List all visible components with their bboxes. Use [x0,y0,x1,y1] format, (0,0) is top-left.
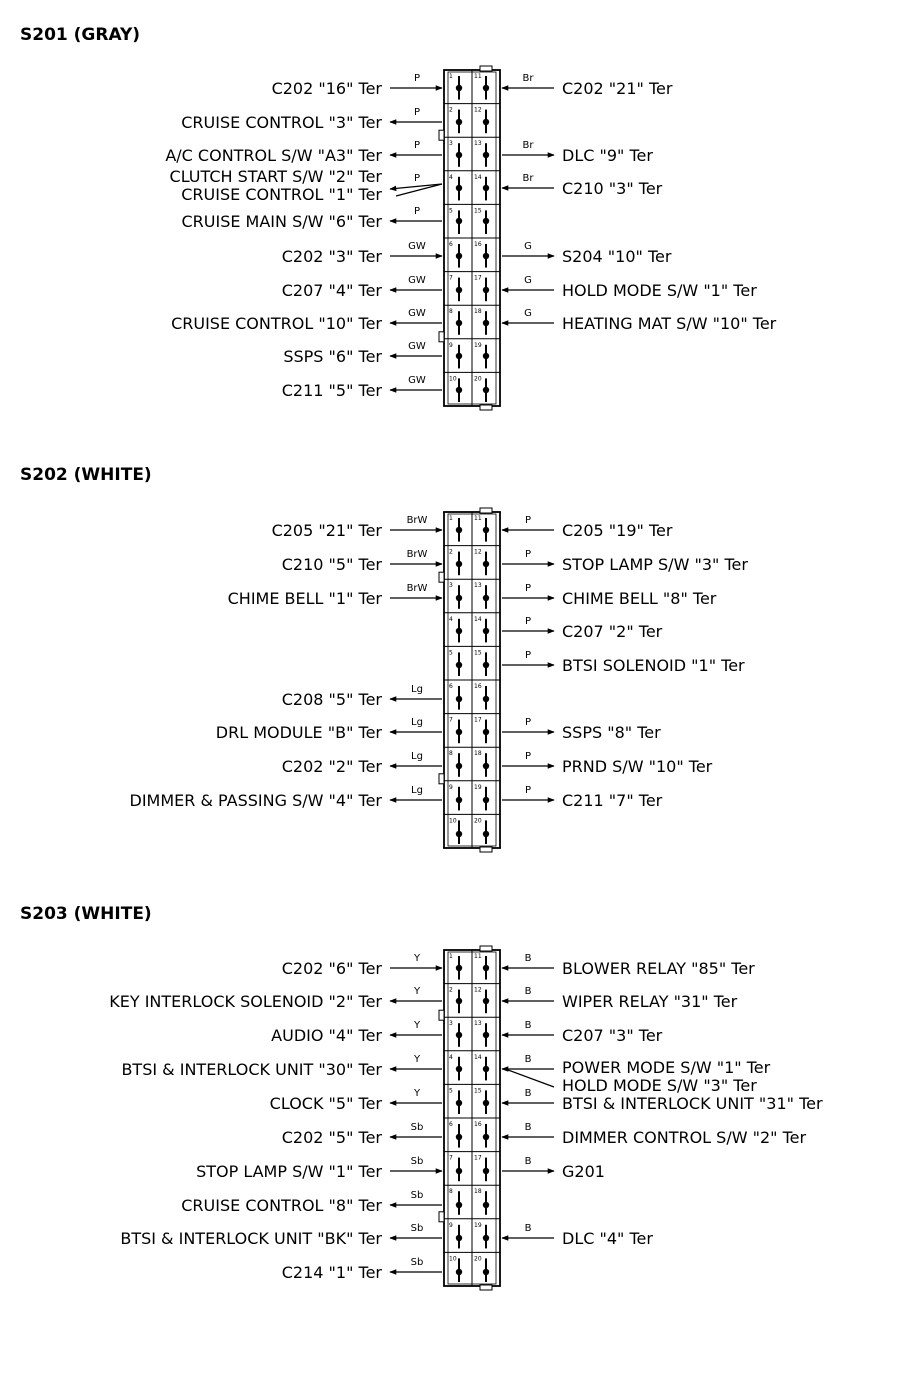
cavity-number: 9 [449,783,453,791]
left-connection [272,73,442,98]
terminal-label: C202 "3" Ter [281,247,382,266]
cavity-number: 16 [474,241,482,248]
wire-color: B [524,1088,532,1099]
left-connection [165,140,442,165]
connector-bottom-tab [480,405,492,410]
cavity-number: 1 [449,515,453,522]
terminal-pin [456,965,462,971]
right-connection [502,1020,663,1045]
left-connection [228,583,442,608]
cavity-number: 10 [449,375,457,383]
cavity-number: 8 [449,308,453,316]
terminal-label: C202 "2" Ter [281,757,382,776]
cavity-number: 5 [449,649,453,657]
cavity-number: 8 [449,750,453,758]
connector-side-key [439,332,444,342]
terminal-label: DRL MODULE "B" Ter [215,723,382,742]
terminal-pin [456,1168,462,1174]
terminal-pin [456,1202,462,1208]
cavity-number: 18 [474,1188,482,1196]
right-connection [502,583,717,608]
right-connection [502,308,777,333]
wire-color: Lg [411,717,423,728]
cavity-number: 17 [474,1154,482,1162]
terminal-label: CRUISE CONTROL "1" Ter [181,185,382,204]
cavity-number: 19 [474,341,482,349]
connector-s203 [439,946,500,1290]
terminal-label: C207 "3" Ter [562,1026,663,1045]
terminal-pin [456,1269,462,1275]
splice-title: S201 (GRAY) [20,25,141,45]
terminal-label: KEY INTERLOCK SOLENOID "2" Ter [109,992,382,1011]
cavity-number: 18 [474,750,482,758]
left-connection [282,549,442,574]
cavity-number: 4 [449,1053,453,1061]
wire-color: GW [408,241,426,252]
terminal-pin [483,85,489,91]
wire-color: GW [408,275,426,286]
wire-color: Sb [410,1190,424,1201]
wire-color: Br [522,140,534,151]
cavity-number: 12 [474,986,482,994]
cavity-number: 6 [449,683,453,690]
cavity-number: 2 [449,548,453,556]
right-wires-s201 [502,73,777,333]
cavity-number: 10 [449,1255,457,1263]
left-connection [282,241,442,266]
left-connection [109,986,442,1011]
right-connection [502,717,661,742]
wire-branch [508,1070,554,1087]
right-connection [502,616,663,641]
cavity-number: 3 [449,1020,453,1028]
right-wires-s202 [502,515,748,810]
wire-color: P [413,140,421,151]
cavity-number: 5 [449,207,453,215]
wire-color: P [524,751,532,762]
terminal-label: A/C CONTROL S/W "A3" Ter [165,146,382,165]
left-connection [181,1190,442,1215]
terminal-label: C205 "19" Ter [562,521,673,540]
right-connection [502,785,663,810]
splice-s202 [20,465,748,852]
right-connection [502,1223,653,1248]
wire-color: P [413,173,421,184]
cavity-number: 13 [474,582,482,590]
terminal-label: CRUISE CONTROL "3" Ter [181,113,382,132]
wire-color: Sb [410,1156,424,1167]
connector-side-key [439,1212,444,1222]
wire-color: Lg [411,785,423,796]
terminal-label: PRND S/W "10" Ter [562,757,713,776]
terminal-pin [456,287,462,293]
cavity-number: 1 [449,73,453,80]
left-connection [282,953,442,978]
terminal-label: DIMMER & PASSING S/W "4" Ter [129,791,382,810]
connector-bottom-tab [480,1285,492,1290]
left-connection [181,206,442,231]
left-connection [120,1223,442,1248]
wire-color: B [524,986,532,997]
left-wires-s203 [109,953,442,1282]
connector-s201 [439,66,500,410]
terminal-label: STOP LAMP S/W "3" Ter [562,555,748,574]
wire-color: Y [413,1020,421,1031]
wire-color: Y [413,953,421,964]
left-connection [271,1020,442,1045]
terminal-pin [483,119,489,125]
terminal-label: C207 "4" Ter [281,281,382,300]
wire-color: BrW [406,549,428,560]
terminal-pin [483,1168,489,1174]
terminal-pin [456,797,462,803]
terminal-label: C210 "3" Ter [562,179,663,198]
cavity-number: 20 [474,375,482,383]
left-connection [282,1122,442,1147]
connector-top-tab [480,66,492,71]
terminal-pin [456,85,462,91]
wire-color: B [524,1122,532,1133]
right-connection [502,1122,807,1147]
terminal-label: CRUISE MAIN S/W "6" Ter [181,212,382,231]
splice-title: S202 (WHITE) [20,465,152,485]
terminal-label: C210 "5" Ter [281,555,382,574]
connector-side-key [439,130,444,140]
cavity-number: 14 [474,173,482,181]
terminal-pin [456,998,462,1004]
left-connection [181,107,442,132]
wire-color: G [524,275,532,286]
right-connection [502,140,653,165]
terminal-pin [456,561,462,567]
terminal-pin [483,185,489,191]
terminal-label: C207 "2" Ter [562,622,663,641]
terminal-pin [456,218,462,224]
terminal-pin [456,527,462,533]
terminal-pin [456,729,462,735]
cavity-number: 15 [474,207,482,215]
terminal-label: CLUTCH START S/W "2" Ter [169,167,382,186]
left-connection [170,167,442,204]
connector-s202 [439,508,500,852]
cavity-number: 14 [474,615,482,623]
terminal-label: CRUISE CONTROL "8" Ter [181,1196,382,1215]
cavity-number: 11 [474,515,482,522]
right-connection [502,650,745,675]
terminal-pin [483,831,489,837]
wire-color: Sb [410,1122,424,1133]
left-connection [270,1088,442,1113]
wire-color: Lg [411,684,423,695]
wire-color: Y [413,1054,421,1065]
wire-color: B [524,1054,532,1065]
right-connection [502,515,673,540]
wire-color: Sb [410,1257,424,1268]
wire-color: GW [408,341,426,352]
wire-color: P [524,650,532,661]
terminal-label: CHIME BELL "8" Ter [562,589,717,608]
connector-side-key [439,572,444,582]
wire-color: BrW [406,583,428,594]
terminal-pin [456,1134,462,1140]
left-wires-s202 [130,515,443,810]
cavity-number: 13 [474,140,482,148]
cavity-number: 9 [449,341,453,349]
cavity-number: 8 [449,1188,453,1196]
terminal-label: C211 "7" Ter [562,791,663,810]
terminal-pin [483,763,489,769]
wire-color: Y [413,1088,421,1099]
terminal-pin [456,1066,462,1072]
wire-color: Y [413,986,421,997]
terminal-pin [483,287,489,293]
splice-title: S203 (WHITE) [20,904,152,924]
cavity-number: 6 [449,1121,453,1128]
terminal-pin [483,1134,489,1140]
terminal-pin [456,1100,462,1106]
terminal-label: STOP LAMP S/W "1" Ter [196,1162,382,1181]
terminal-pin [456,119,462,125]
cavity-number: 9 [449,1221,453,1229]
left-connection [171,308,442,333]
terminal-pin [456,763,462,769]
terminal-pin [483,696,489,702]
terminal-pin [456,185,462,191]
right-connection [502,751,713,776]
terminal-label: C202 "16" Ter [271,79,382,98]
cavity-number: 7 [449,1154,453,1162]
terminal-pin [483,1032,489,1038]
wire-color: GW [408,375,426,386]
left-connection [282,751,442,776]
wire-color: Sb [410,1223,424,1234]
cavity-number: 4 [449,615,453,623]
terminal-pin [483,628,489,634]
left-connection [282,1257,442,1282]
terminal-pin [456,152,462,158]
cavity-number: 15 [474,1087,482,1095]
connector-top-tab [480,508,492,513]
left-connection [282,684,442,709]
cavity-number: 18 [474,308,482,316]
terminal-label: HEATING MAT S/W "10" Ter [562,314,777,333]
left-connection [283,341,442,366]
connector-side-key [439,774,444,784]
cavity-number: 11 [474,953,482,960]
cavity-number: 4 [449,173,453,181]
wire-color: P [524,785,532,796]
terminal-pin [483,218,489,224]
terminal-pin [483,1235,489,1241]
terminal-label: C202 "21" Ter [562,79,673,98]
terminal-label: AUDIO "4" Ter [271,1026,382,1045]
terminal-pin [483,353,489,359]
cavity-number: 6 [449,241,453,248]
wire-color: Lg [411,751,423,762]
terminal-pin [483,253,489,259]
terminal-pin [483,152,489,158]
left-connection [196,1156,442,1181]
terminal-pin [483,1066,489,1072]
terminal-label: S204 "10" Ter [562,247,672,266]
terminal-pin [456,831,462,837]
right-connection [502,275,757,300]
terminal-pin [483,320,489,326]
cavity-number: 19 [474,1221,482,1229]
terminal-label: C208 "5" Ter [281,690,382,709]
wire-color: GW [408,308,426,319]
terminal-label: BTSI & INTERLOCK UNIT "31" Ter [562,1094,823,1113]
cavity-number: 1 [449,953,453,960]
wire-color: B [524,1223,532,1234]
terminal-label: WIPER RELAY "31" Ter [562,992,738,1011]
cavity-number: 12 [474,106,482,114]
right-connection [502,986,738,1011]
wire-color: BrW [406,515,428,526]
left-wires-s201 [165,73,442,400]
splice-s203 [20,904,823,1290]
left-connection [130,785,443,810]
wire-color: Br [522,173,534,184]
terminal-label: DLC "9" Ter [562,146,653,165]
left-connection [282,375,442,400]
terminal-pin [456,253,462,259]
terminal-pin [456,320,462,326]
wire-color: P [524,616,532,627]
terminal-label: C205 "21" Ter [271,521,382,540]
terminal-pin [456,1032,462,1038]
cavity-number: 20 [474,1255,482,1263]
wire-color: P [413,206,421,217]
terminal-label: CLOCK "5" Ter [269,1094,382,1113]
cavity-number: 17 [474,274,482,282]
cavity-number: 14 [474,1053,482,1061]
connector-top-tab [480,946,492,951]
wire-color: B [524,1156,532,1167]
wire-color: B [524,953,532,964]
cavity-number: 12 [474,548,482,556]
cavity-number: 16 [474,683,482,690]
terminal-pin [483,662,489,668]
terminal-label: SSPS "8" Ter [562,723,661,742]
connector-bottom-tab [480,847,492,852]
wire-color: P [524,583,532,594]
cavity-number: 3 [449,582,453,590]
right-wires-s203 [502,953,823,1248]
wire-color: P [524,717,532,728]
terminal-label: C202 "6" Ter [281,959,382,978]
terminal-pin [456,387,462,393]
terminal-pin [483,965,489,971]
terminal-pin [483,1269,489,1275]
cavity-number: 15 [474,649,482,657]
terminal-pin [483,729,489,735]
right-connection [502,73,673,98]
terminal-pin [483,527,489,533]
cavity-number: 5 [449,1087,453,1095]
cavity-number: 16 [474,1121,482,1128]
cavity-number: 7 [449,716,453,724]
connector-side-key [439,1010,444,1020]
wire-color: P [413,73,421,84]
terminal-pin [456,662,462,668]
terminal-pin [483,1100,489,1106]
terminal-pin [483,998,489,1004]
terminal-label: HOLD MODE S/W "3" Ter [562,1076,757,1095]
left-connection [121,1054,442,1079]
wire-color: B [524,1020,532,1031]
right-connection [502,173,663,198]
terminal-label: BTSI & INTERLOCK UNIT "30" Ter [121,1060,382,1079]
cavity-number: 13 [474,1020,482,1028]
cavity-number: 17 [474,716,482,724]
cavity-number: 10 [449,817,457,825]
terminal-pin [483,797,489,803]
wire-color: G [524,308,532,319]
right-connection [502,549,748,574]
terminal-label: BTSI SOLENOID "1" Ter [562,656,745,675]
wire-color: P [413,107,421,118]
cavity-number: 19 [474,783,482,791]
terminal-label: CRUISE CONTROL "10" Ter [171,314,382,333]
terminal-pin [456,696,462,702]
right-connection [502,1054,771,1095]
terminal-pin [456,628,462,634]
right-connection [502,1156,605,1181]
terminal-label: DLC "4" Ter [562,1229,653,1248]
wire-color: P [524,549,532,560]
cavity-number: 2 [449,986,453,994]
terminal-pin [483,561,489,567]
terminal-label: CHIME BELL "1" Ter [227,589,382,608]
terminal-label: C214 "1" Ter [281,1263,382,1282]
terminal-label: BTSI & INTERLOCK UNIT "BK" Ter [120,1229,382,1248]
terminal-label: BLOWER RELAY "85" Ter [562,959,755,978]
left-connection [216,717,442,742]
terminal-pin [483,595,489,601]
terminal-pin [456,353,462,359]
wire-color: G [524,241,532,252]
terminal-label: C211 "5" Ter [281,381,382,400]
cavity-number: 3 [449,140,453,148]
right-connection [502,953,755,978]
right-connection [502,241,672,266]
wire-color: Br [522,73,534,84]
left-connection [272,515,442,540]
terminal-pin [456,1235,462,1241]
terminal-pin [483,387,489,393]
cavity-number: 7 [449,274,453,282]
left-connection [282,275,442,300]
terminal-label: C202 "5" Ter [281,1128,382,1147]
cavity-number: 11 [474,73,482,80]
terminal-label: G201 [562,1162,605,1181]
wire-color: P [524,515,532,526]
terminal-label: SSPS "6" Ter [283,347,382,366]
splice-s201 [20,25,777,410]
terminal-label: POWER MODE S/W "1" Ter [562,1058,771,1077]
cavity-number: 20 [474,817,482,825]
cavity-number: 2 [449,106,453,114]
terminal-pin [456,595,462,601]
terminal-label: DIMMER CONTROL S/W "2" Ter [562,1128,807,1147]
terminal-pin [483,1202,489,1208]
terminal-label: HOLD MODE S/W "1" Ter [562,281,757,300]
